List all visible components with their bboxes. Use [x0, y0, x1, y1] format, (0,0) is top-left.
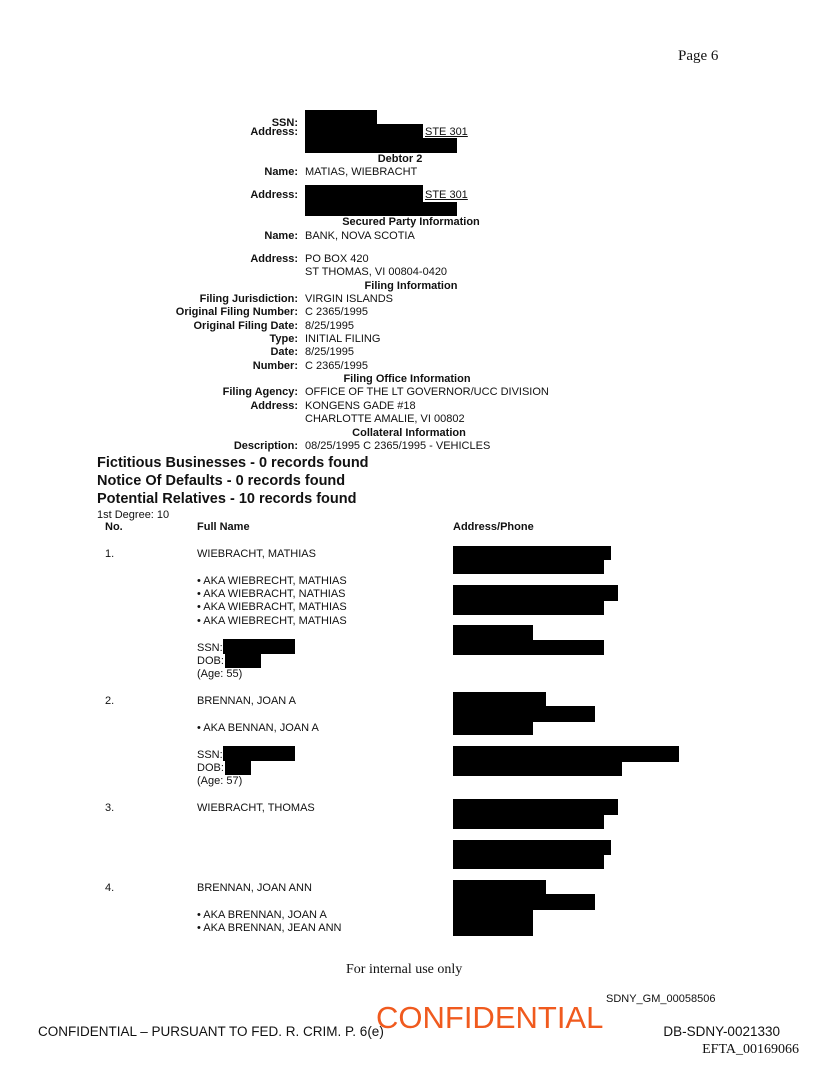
- relative-aka: • AKA WIEBRECHT, MATHIAS: [197, 615, 347, 627]
- debtor2-address-suffix: STE 301: [425, 189, 468, 201]
- relative-number: 3.: [105, 802, 115, 814]
- redaction-block: [453, 910, 533, 936]
- filing-office-address-line2: CHARLOTTE AMALIE, VI 00802: [305, 413, 465, 425]
- db-number: DB-SDNY-0021330: [663, 1024, 780, 1039]
- degree-label: 1st Degree: 10: [97, 509, 170, 521]
- internal-use-note: For internal use only: [346, 962, 463, 977]
- filing-type-label: Type:: [269, 333, 298, 345]
- redaction-block: [305, 185, 423, 202]
- redaction-block: [453, 722, 533, 735]
- relative-age: (Age: 57): [197, 775, 243, 787]
- redaction-block: [225, 761, 251, 775]
- redaction-block: [453, 815, 604, 829]
- filing-date-label: Date:: [270, 346, 298, 358]
- relative-name: WIEBRACHT, MATHIAS: [197, 548, 316, 560]
- redaction-block: [453, 880, 546, 894]
- bates-number: SDNY_GM_00058506: [606, 993, 716, 1005]
- relative-number: 2.: [105, 695, 115, 707]
- debtor2-name-label: Name:: [264, 166, 298, 178]
- redaction-block: [453, 706, 595, 722]
- relative-aka: • AKA BENNAN, JOAN A: [197, 722, 319, 734]
- page-number: Page 6: [678, 48, 719, 64]
- potential-relatives-heading: Potential Relatives - 10 records found: [97, 491, 357, 507]
- original-filing-date: 8/25/1995: [305, 320, 354, 332]
- collateral-heading: Collateral Information: [352, 427, 466, 439]
- confidential-pursuant: CONFIDENTIAL – PURSUANT TO FED. R. CRIM. P. 6(e): [38, 1024, 384, 1039]
- relative-age: (Age: 55): [197, 668, 243, 680]
- collateral-description-label: Description:: [233, 440, 298, 452]
- redaction-block: [223, 639, 295, 654]
- secured-party-heading: Secured Party Information: [342, 216, 480, 228]
- redaction-block: [453, 799, 618, 815]
- column-header-address-phone: Address/Phone: [453, 521, 534, 533]
- redaction-block: [453, 585, 618, 601]
- filing-number: C 2365/1995: [305, 360, 368, 372]
- relative-aka: • AKA WIEBRECHT, MATHIAS: [197, 575, 347, 587]
- efta-number: EFTA_00169066: [702, 1042, 799, 1057]
- redaction-block: [453, 560, 604, 574]
- notice-of-defaults-heading: Notice Of Defaults - 0 records found: [97, 473, 346, 489]
- relative-aka: • AKA WIEBRACHT, MATHIAS: [197, 601, 347, 613]
- original-filing-number-label: Original Filing Number:: [175, 306, 298, 318]
- debtor2-address-label: Address:: [250, 189, 298, 201]
- relative-name: BRENNAN, JOAN ANN: [197, 882, 312, 894]
- collateral-description: 08/25/1995 C 2365/1995 - VEHICLES: [305, 440, 491, 452]
- redaction-block: [453, 546, 611, 560]
- debtor2-name: MATIAS, WIEBRACHT: [305, 166, 418, 178]
- filing-jurisdiction: VIRGIN ISLANDS: [305, 293, 394, 305]
- column-header-full-name: Full Name: [197, 521, 250, 533]
- relative-aka: • AKA WIEBRACHT, NATHIAS: [197, 588, 346, 600]
- secured-party-address-label: Address:: [250, 253, 298, 265]
- filing-agency-label: Filing Agency:: [222, 386, 298, 398]
- filing-date: 8/25/1995: [305, 346, 354, 358]
- debtor2-heading: Debtor 2: [377, 153, 423, 165]
- redaction-block: [453, 601, 604, 615]
- secured-party-name: BANK, NOVA SCOTIA: [305, 230, 415, 242]
- redaction-block: [453, 762, 622, 776]
- redaction-block: [453, 746, 679, 762]
- redaction-block: [453, 840, 611, 855]
- relative-number: 1.: [105, 548, 115, 560]
- filing-info-heading: Filing Information: [364, 280, 458, 292]
- filing-office-address-label: Address:: [250, 400, 298, 412]
- redaction-block: [453, 855, 604, 869]
- redaction-block: [225, 654, 261, 668]
- redaction-block: [223, 746, 295, 761]
- relative-aka: • AKA BRENNAN, JOAN A: [197, 909, 327, 921]
- relative-aka: • AKA BRENNAN, JEAN ANN: [197, 922, 342, 934]
- address-suffix: STE 301: [425, 126, 468, 138]
- redaction-block: [453, 894, 595, 910]
- column-header-no: No.: [105, 521, 123, 533]
- filing-office-address-line1: KONGENS GADE #18: [305, 400, 416, 412]
- redaction-block: [305, 138, 457, 153]
- relative-name: WIEBRACHT, THOMAS: [197, 802, 315, 814]
- relative-dob-label: DOB:: [197, 762, 224, 774]
- secured-party-address-line1: PO BOX 420: [305, 253, 369, 265]
- redaction-block: [453, 625, 533, 640]
- filing-jurisdiction-label: Filing Jurisdiction:: [199, 293, 298, 305]
- relative-dob-label: DOB:: [197, 655, 224, 667]
- redaction-block: [305, 202, 457, 216]
- confidential-stamp: CONFIDENTIAL: [376, 1000, 604, 1035]
- redaction-block: [453, 692, 546, 706]
- fictitious-businesses-heading: Fictitious Businesses - 0 records found: [97, 455, 369, 471]
- filing-office-heading: Filing Office Information: [343, 373, 471, 385]
- filing-agency: OFFICE OF THE LT GOVERNOR/UCC DIVISION: [305, 386, 549, 398]
- redaction-block: [305, 124, 423, 138]
- ssn-label: SSN:: [271, 117, 298, 129]
- redaction-block: [453, 640, 604, 655]
- secured-party-address-line2: ST THOMAS, VI 00804-0420: [305, 266, 448, 278]
- relative-name: BRENNAN, JOAN A: [197, 695, 297, 707]
- relative-number: 4.: [105, 882, 115, 894]
- original-filing-date-label: Original Filing Date:: [193, 320, 298, 332]
- filing-type: INITIAL FILING: [305, 333, 381, 345]
- relative-ssn-label: SSN:: [197, 642, 223, 654]
- address-label: Address:: [250, 126, 298, 138]
- relative-ssn-label: SSN:: [197, 749, 223, 761]
- filing-number-label: Number:: [252, 360, 298, 372]
- secured-party-name-label: Name:: [264, 230, 298, 242]
- original-filing-number: C 2365/1995: [305, 306, 368, 318]
